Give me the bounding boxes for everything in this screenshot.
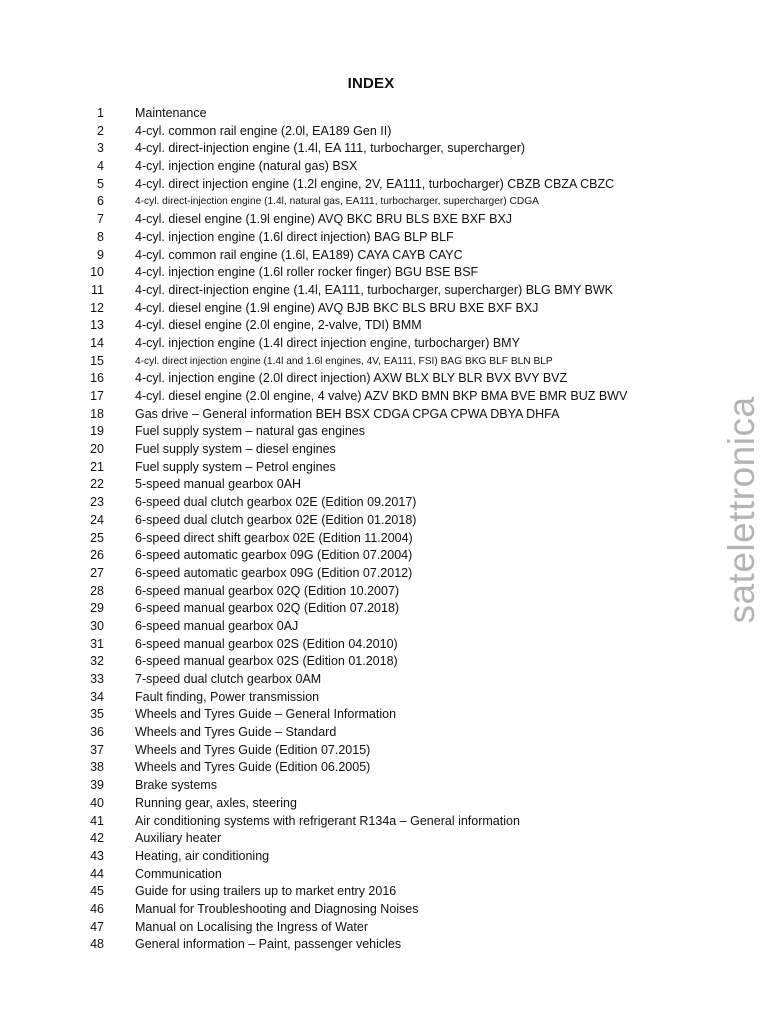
index-entry-title: General information – Paint, passenger vehicles bbox=[135, 937, 402, 952]
index-entry-number: 1 bbox=[97, 106, 104, 120]
index-entry bbox=[0, 300, 700, 318]
index-entry-title: 6-speed manual gearbox 02S (Edition 04.2010) bbox=[135, 636, 398, 651]
index-entry-number: 48 bbox=[90, 937, 104, 952]
index-entry-title: Brake systems bbox=[135, 778, 217, 793]
index-entry-title: Air conditioning systems with refrigerant R134a – General information bbox=[135, 813, 520, 828]
index-entry-title: 4-cyl. direct injection engine (1.4l and 1.6l engines, 4V, EA111, FSI) BAG BKG BLF BLN BLP bbox=[135, 355, 553, 367]
index-entry-title: 4-cyl. direct-injection engine (1.4l, EA111, turbocharger, supercharger) BLG BMY BWK bbox=[135, 282, 614, 297]
index-entry-title: Guide for using trailers up to market entry 2016 bbox=[135, 884, 397, 899]
index-entry bbox=[0, 476, 700, 494]
index-entry-number: 31 bbox=[90, 636, 104, 651]
index-entry-title: Heating, air conditioning bbox=[135, 848, 270, 863]
index-entry-title: 6-speed manual gearbox 0AJ bbox=[135, 618, 299, 633]
index-entry bbox=[0, 406, 700, 424]
index-entry bbox=[0, 247, 700, 265]
index-entry-title: 6-speed automatic gearbox 09G (Edition 07.2004) bbox=[135, 548, 413, 563]
index-entry bbox=[0, 441, 700, 459]
index-entry-title: 4-cyl. injection engine (1.4l direct injection engine, turbocharger) BMY bbox=[135, 335, 520, 350]
index-entry-number: 8 bbox=[97, 229, 104, 244]
index-entry bbox=[0, 530, 700, 548]
index-entry bbox=[0, 229, 700, 247]
index-entry-number: 17 bbox=[90, 389, 104, 403]
index-entry-title: Fuel supply system – natural gas engines bbox=[135, 424, 365, 439]
index-entry-title: 4-cyl. injection engine (2.0l direct injection) AXW BLX BLY BLR BVX BVY BVZ bbox=[135, 371, 568, 386]
index-entry-title: 6-speed dual clutch gearbox 02E (Edition 01.2018) bbox=[135, 512, 417, 527]
index-entry bbox=[0, 353, 700, 371]
index-entry-title: 4-cyl. injection engine (1.6l direct injection) BAG BLP BLF bbox=[135, 229, 454, 244]
index-entry-number: 33 bbox=[90, 672, 104, 686]
index-entry-title: 4-cyl. common rail engine (2.0l, EA189 Gen II) bbox=[135, 123, 392, 138]
index-entry-number: 23 bbox=[90, 495, 104, 510]
index-entry-title: Maintenance bbox=[135, 106, 207, 120]
index-entry-number: 32 bbox=[90, 654, 104, 669]
index-entry-number: 14 bbox=[90, 335, 104, 350]
index-entry bbox=[0, 636, 700, 654]
index-entry bbox=[0, 264, 700, 282]
index-entry-title: Fuel supply system – diesel engines bbox=[135, 442, 336, 457]
index-entry-number: 10 bbox=[90, 265, 104, 280]
index-entry-title: Gas drive – General information BEH BSX CDGA CPGA CPWA DBYA DHFA bbox=[135, 406, 560, 421]
index-entry bbox=[0, 919, 700, 937]
index-entry-number: 39 bbox=[90, 778, 104, 793]
index-entry-title: 6-speed direct shift gearbox 02E (Edition 11.2004) bbox=[135, 530, 413, 545]
index-entry-number: 26 bbox=[90, 548, 104, 563]
index-entry-number: 43 bbox=[90, 848, 104, 863]
index-entry-title: Wheels and Tyres Guide – Standard bbox=[135, 725, 337, 740]
index-entry-title: 6-speed manual gearbox 02S (Edition 01.2018) bbox=[135, 654, 398, 669]
index-entry bbox=[0, 759, 700, 777]
index-entry-number: 45 bbox=[90, 884, 104, 899]
index-entry-title: 4-cyl. diesel engine (2.0l engine, 4 valve) AZV BKD BMN BKP BMA BVE BMR BUZ BWV bbox=[135, 389, 628, 403]
index-entry-number: 34 bbox=[90, 689, 104, 704]
index-entry-number: 35 bbox=[90, 707, 104, 722]
index-entry-title: 4-cyl. diesel engine (2.0l engine, 2-valve, TDI) BMM bbox=[135, 318, 422, 333]
index-entry bbox=[0, 742, 700, 760]
index-entry bbox=[0, 423, 700, 441]
index-entry-title: 7-speed dual clutch gearbox 0AM bbox=[135, 672, 322, 686]
index-entry-title: Wheels and Tyres Guide (Edition 06.2005) bbox=[135, 760, 371, 775]
index-entry bbox=[0, 671, 700, 689]
index-entry-title: 4-cyl. diesel engine (1.9l engine) AVQ BJB BKC BLS BRU BXE BXF BXJ bbox=[135, 300, 539, 315]
index-entry bbox=[0, 777, 700, 795]
index-entry-number: 21 bbox=[90, 459, 104, 474]
index-entry bbox=[0, 370, 700, 388]
index-entry-number: 11 bbox=[91, 282, 104, 297]
index-entry-number: 42 bbox=[90, 831, 104, 846]
index-entry-title: 5-speed manual gearbox 0AH bbox=[135, 477, 302, 492]
index-entry-title: 6-speed automatic gearbox 09G (Edition 07.2012) bbox=[135, 565, 413, 580]
index-entry-number: 22 bbox=[90, 477, 104, 492]
index-entry-number: 40 bbox=[90, 795, 104, 810]
index-entry-number: 6 bbox=[97, 194, 104, 209]
index-entry-title: Running gear, axles, steering bbox=[135, 795, 297, 810]
index-entry-number: 46 bbox=[90, 901, 104, 916]
index-entry-title: 4-cyl. direct-injection engine (1.4l, EA 111, turbocharger, supercharger) bbox=[135, 141, 526, 156]
index-entry-number: 36 bbox=[90, 725, 104, 740]
index-entry-number: 5 bbox=[97, 176, 104, 191]
index-entry bbox=[0, 176, 700, 194]
index-entry-number: 41 bbox=[90, 813, 104, 828]
index-entry-number: 27 bbox=[90, 565, 104, 580]
index-entry-title: Manual for Troubleshooting and Diagnosing Noises bbox=[135, 901, 419, 916]
index-entry-number: 29 bbox=[90, 601, 104, 616]
index-entry-title: Wheels and Tyres Guide – General Information bbox=[135, 707, 397, 722]
index-entry-title: 6-speed dual clutch gearbox 02E (Edition 09.2017) bbox=[135, 495, 417, 510]
index-entry bbox=[0, 105, 700, 123]
index-entry-title: Fault finding, Power transmission bbox=[135, 689, 320, 704]
index-entry bbox=[0, 653, 700, 671]
index-entry bbox=[0, 158, 700, 176]
index-entry bbox=[0, 547, 700, 565]
index-entry-number: 19 bbox=[90, 424, 104, 439]
index-entry bbox=[0, 335, 700, 353]
index-entry bbox=[0, 795, 700, 813]
index-entry bbox=[0, 689, 700, 707]
index-entry bbox=[0, 140, 700, 158]
index-entry-number: 9 bbox=[97, 247, 104, 262]
index-entry-title: 4-cyl. direct injection engine (1.2l engine, 2V, EA111, turbocharger) CBZB CBZA CBZC bbox=[135, 176, 615, 191]
index-entry bbox=[0, 494, 700, 512]
index-entry-number: 20 bbox=[90, 442, 104, 457]
index-entry-title: Manual on Localising the Ingress of Water bbox=[135, 919, 368, 934]
index-entry bbox=[0, 813, 700, 831]
index-entry-number: 2 bbox=[97, 123, 104, 138]
index-entry bbox=[0, 600, 700, 618]
index-entry-number: 16 bbox=[90, 371, 104, 386]
index-entry-title: Auxiliary heater bbox=[135, 831, 222, 846]
index-entry-title: 4-cyl. direct-injection engine (1.4l, natural gas, EA111, turbocharger, supercharger) CDGA bbox=[135, 196, 539, 208]
index-entry bbox=[0, 388, 700, 406]
index-entry-number: 4 bbox=[97, 159, 104, 174]
index-entry bbox=[0, 866, 700, 884]
index-entry-number: 38 bbox=[90, 760, 104, 775]
index-entry-number: 3 bbox=[97, 141, 104, 156]
index-entry bbox=[0, 193, 700, 211]
index-entry-title: Fuel supply system – Petrol engines bbox=[135, 459, 336, 474]
index-entry bbox=[0, 317, 700, 335]
index-entry-title: 6-speed manual gearbox 02Q (Edition 10.2007) bbox=[135, 583, 400, 598]
index-list bbox=[0, 105, 700, 954]
index-entry bbox=[0, 282, 700, 300]
index-entry-title: Wheels and Tyres Guide (Edition 07.2015) bbox=[135, 742, 371, 757]
index-entry-title: 4-cyl. injection engine (1.6l roller rocker finger) BGU BSE BSF bbox=[135, 265, 479, 280]
index-entry bbox=[0, 583, 700, 601]
index-entry bbox=[0, 512, 700, 530]
index-entry bbox=[0, 123, 700, 141]
index-entry bbox=[0, 706, 700, 724]
index-entry-number: 28 bbox=[90, 583, 104, 598]
index-entry-number: 25 bbox=[90, 530, 104, 545]
index-entry bbox=[0, 848, 700, 866]
index-entry-title: 4-cyl. diesel engine (1.9l engine) AVQ BKC BRU BLS BXE BXF BXJ bbox=[135, 212, 513, 227]
index-entry-title: Communication bbox=[135, 866, 222, 881]
index-entry bbox=[0, 936, 700, 954]
index-entry-number: 37 bbox=[90, 742, 104, 757]
index-entry bbox=[0, 459, 700, 477]
index-entry bbox=[0, 724, 700, 742]
index-entry-number: 47 bbox=[90, 919, 104, 934]
index-entry bbox=[0, 618, 700, 636]
index-entry-title: 4-cyl. injection engine (natural gas) BSX bbox=[135, 159, 358, 174]
index-entry-number: 15 bbox=[90, 353, 104, 368]
index-entry-number: 24 bbox=[90, 512, 104, 527]
watermark: satelettronica bbox=[721, 396, 762, 624]
index-entry-number: 7 bbox=[97, 212, 104, 227]
index-entry bbox=[0, 883, 700, 901]
index-entry bbox=[0, 901, 700, 919]
index-entry-number: 44 bbox=[90, 866, 104, 881]
index-entry bbox=[0, 211, 700, 229]
page-title: INDEX bbox=[347, 75, 395, 92]
index-entry bbox=[0, 565, 700, 583]
index-entry-number: 30 bbox=[90, 618, 104, 633]
index-entry-number: 18 bbox=[90, 406, 104, 421]
index-entry-number: 13 bbox=[90, 318, 104, 333]
index-entry-title: 4-cyl. common rail engine (1.6l, EA189) CAYA CAYB CAYC bbox=[135, 247, 463, 262]
index-entry bbox=[0, 830, 700, 848]
index-entry-title: 6-speed manual gearbox 02Q (Edition 07.2018) bbox=[135, 601, 400, 616]
index-entry-number: 12 bbox=[90, 300, 104, 315]
